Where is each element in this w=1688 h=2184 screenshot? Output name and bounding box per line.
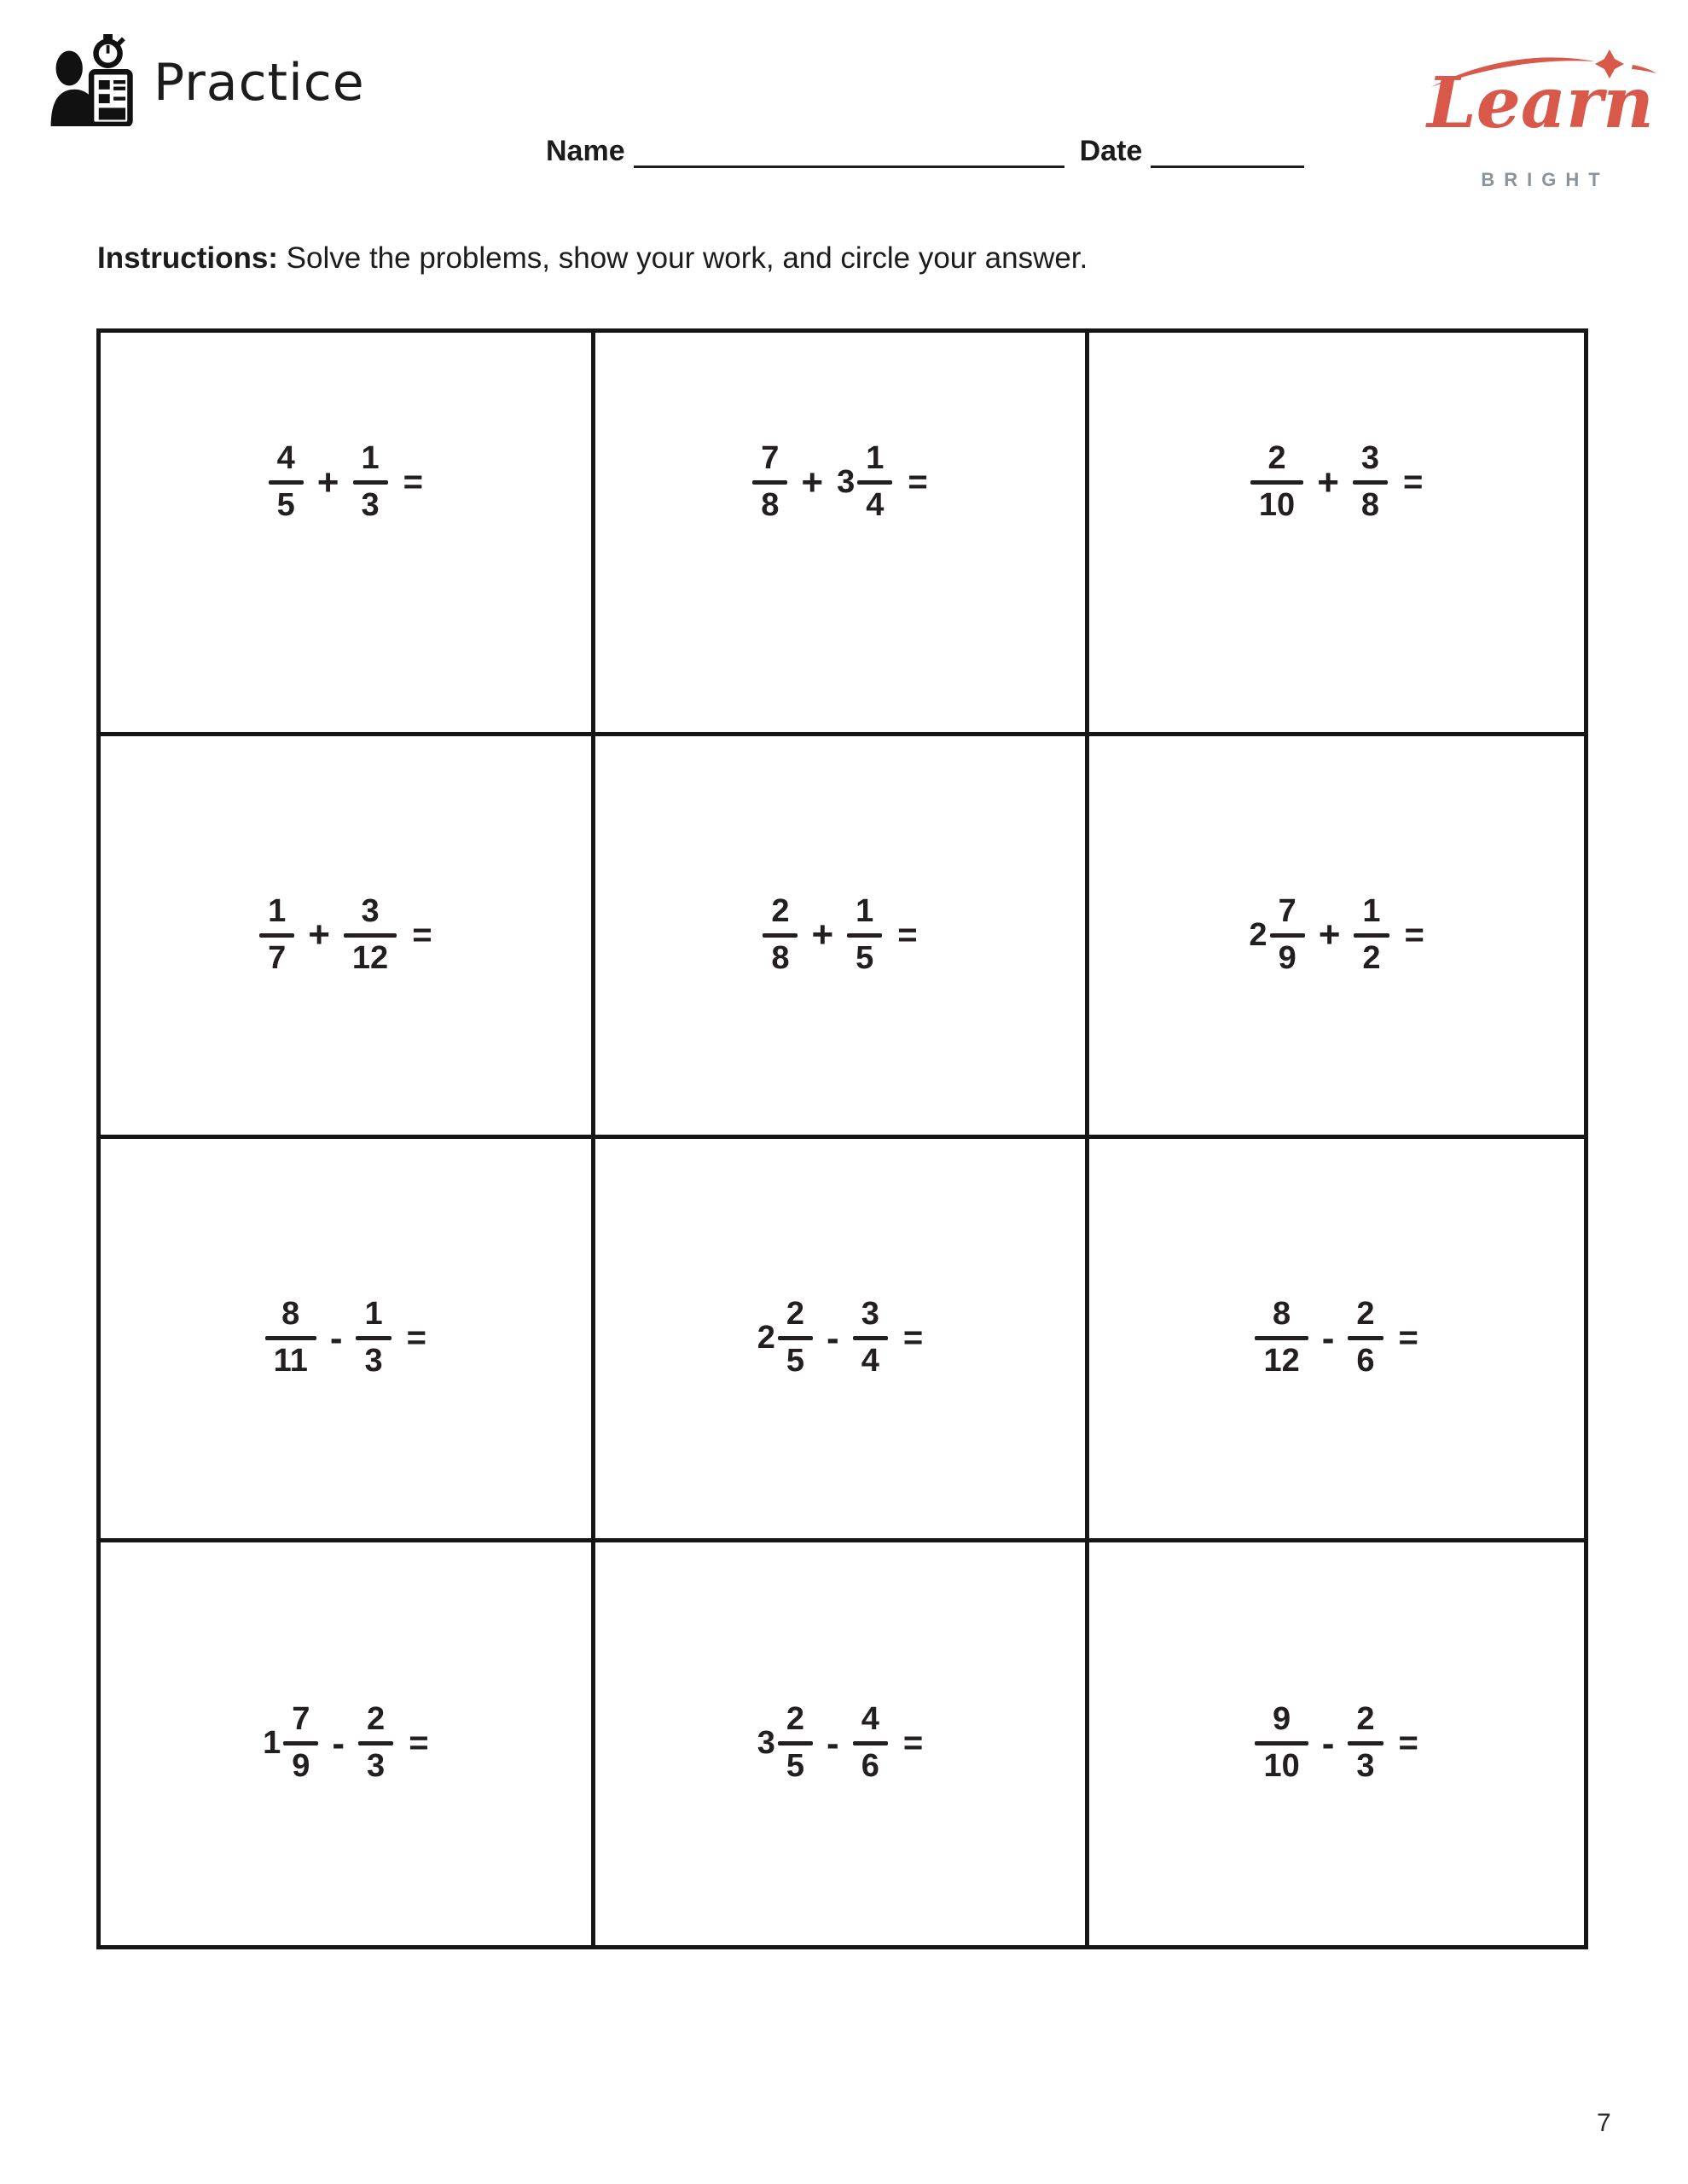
logo-learn-text: Learn: [1427, 62, 1654, 144]
operator-sign: -: [332, 1722, 345, 1764]
fraction: [1270, 892, 1305, 976]
denominator: 4: [861, 1343, 879, 1380]
equals-sign: =: [1404, 915, 1424, 954]
operator-sign: +: [1318, 914, 1341, 956]
denominator: 3: [361, 487, 380, 524]
fraction-problem: [263, 1703, 428, 1784]
fraction: [358, 1703, 393, 1784]
numerator: 2: [786, 1701, 805, 1738]
fraction: [778, 1298, 813, 1379]
logo-bright-text: BRIGHT: [1481, 169, 1610, 190]
numerator: 8: [281, 1296, 300, 1333]
whole-number: 2: [757, 1320, 775, 1356]
numerator: 7: [1278, 892, 1296, 929]
denominator: 4: [866, 487, 885, 524]
numerator: 2: [1356, 1701, 1375, 1738]
equals-sign: =: [1398, 1319, 1418, 1357]
fraction: [265, 1298, 316, 1379]
fraction: [1348, 1703, 1383, 1784]
denominator: 9: [292, 1748, 310, 1785]
numerator: 2: [786, 1296, 805, 1333]
numerator: 1: [866, 440, 885, 477]
fraction-problem: [269, 442, 423, 523]
numerator: 1: [1362, 892, 1381, 929]
fraction-problem: [757, 1703, 923, 1784]
problem-cell: [1089, 1542, 1584, 1946]
problem-cell: [1089, 333, 1584, 736]
denominator: 8: [771, 939, 790, 976]
equals-sign: =: [897, 915, 918, 954]
denominator: 9: [1278, 939, 1296, 976]
name-blank-line: [634, 135, 1064, 168]
page-title: Practice: [154, 53, 365, 113]
denominator: 5: [786, 1748, 805, 1785]
operator-sign: +: [316, 461, 339, 503]
problem-cell: [595, 333, 1090, 736]
fraction-problem: [259, 892, 432, 976]
fraction-problem: [763, 892, 918, 976]
problem-cell: [595, 736, 1090, 1140]
fraction: [857, 442, 892, 523]
name-label: Name: [546, 135, 625, 167]
operator-sign: +: [308, 914, 330, 956]
numerator: 8: [1273, 1296, 1291, 1333]
fraction: [853, 1703, 888, 1784]
denominator: 6: [861, 1748, 879, 1785]
denominator: 12: [1263, 1343, 1300, 1380]
whole-number: 3: [757, 1725, 775, 1762]
denominator: 3: [1356, 1748, 1375, 1785]
problem-cell: [101, 736, 595, 1140]
page-number: 7: [1597, 2109, 1611, 2137]
date-blank-line: [1151, 135, 1304, 168]
equals-sign: =: [902, 1319, 924, 1357]
operator-sign: -: [827, 1316, 839, 1359]
denominator: 8: [761, 487, 780, 524]
numerator: 7: [761, 440, 780, 477]
practice-person-clipboard-icon: [49, 34, 154, 126]
problem-cell: [595, 1139, 1090, 1542]
numerator: 3: [361, 892, 380, 929]
fraction: [1353, 442, 1388, 523]
numerator: 1: [364, 1296, 383, 1333]
equals-sign: =: [403, 463, 423, 502]
fraction-problem: [1255, 1703, 1418, 1784]
fraction-problem: [1249, 892, 1424, 976]
instructions: [97, 241, 1088, 276]
fraction-problem: [752, 442, 927, 523]
problem-cell: [101, 1542, 595, 1946]
learn-bright-logo: [1397, 34, 1684, 205]
numerator: 3: [861, 1296, 879, 1333]
fraction: [1348, 1298, 1383, 1379]
equals-sign: =: [902, 1724, 924, 1763]
fraction-problem: [265, 1298, 426, 1379]
fraction-problem: [757, 1298, 923, 1379]
problems-grid: [96, 328, 1588, 1949]
denominator: 11: [273, 1343, 308, 1380]
denominator: 6: [1356, 1343, 1375, 1380]
operator-sign: -: [1321, 1722, 1335, 1764]
fraction: [853, 1298, 888, 1379]
instructions-label: Instructions:: [97, 241, 278, 275]
denominator: 3: [364, 1343, 383, 1380]
numerator: 7: [292, 1701, 310, 1738]
numerator: 1: [268, 892, 287, 929]
whole-number: 1: [263, 1725, 281, 1762]
equals-sign: =: [1403, 463, 1424, 502]
operator-sign: -: [827, 1722, 839, 1764]
denominator: 3: [367, 1748, 386, 1785]
numerator: 4: [861, 1701, 879, 1738]
numerator: 4: [276, 440, 295, 477]
fraction: [344, 892, 397, 976]
fraction-problem: [1250, 442, 1423, 523]
fraction: [752, 442, 787, 523]
operator-sign: -: [329, 1316, 343, 1359]
problem-cell: [101, 333, 595, 736]
fraction: [283, 1703, 318, 1784]
fraction: [269, 442, 304, 523]
fraction: [259, 892, 294, 976]
fraction: [1250, 442, 1303, 523]
problem-cell: [1089, 1139, 1584, 1542]
fraction: [847, 892, 882, 976]
fraction: [778, 1703, 813, 1784]
whole-number: 2: [1249, 916, 1267, 953]
equals-sign: =: [412, 915, 432, 954]
problem-cell: [1089, 736, 1584, 1140]
fraction: [356, 1298, 391, 1379]
fraction: [353, 442, 388, 523]
numerator: 2: [771, 892, 790, 929]
equals-sign: =: [908, 463, 928, 502]
denominator: 12: [351, 939, 389, 976]
problem-cell: [101, 1139, 595, 1542]
fraction: [1354, 892, 1389, 976]
equals-sign: =: [1398, 1724, 1418, 1763]
operator-sign: +: [1317, 461, 1339, 503]
whole-number: 3: [837, 464, 856, 501]
numerator: 1: [856, 892, 874, 929]
fraction: [763, 892, 798, 976]
numerator: 2: [367, 1701, 386, 1738]
denominator: 7: [268, 939, 287, 976]
denominator: 10: [1263, 1748, 1300, 1785]
denominator: 5: [276, 487, 295, 524]
denominator: 10: [1258, 487, 1296, 524]
equals-sign: =: [406, 1319, 426, 1357]
date-label: Date: [1079, 135, 1143, 167]
operator-sign: -: [1321, 1316, 1335, 1359]
operator-sign: +: [801, 461, 824, 503]
numerator: 1: [361, 440, 380, 477]
numerator: 2: [1356, 1296, 1375, 1333]
fraction: [1255, 1703, 1308, 1784]
fraction: [1255, 1298, 1308, 1379]
fraction-problem: [1255, 1298, 1418, 1379]
equals-sign: =: [409, 1724, 429, 1763]
denominator: 2: [1362, 939, 1381, 976]
denominator: 5: [856, 939, 874, 976]
name-date-fields: [546, 135, 1304, 168]
problem-cell: [595, 1542, 1090, 1946]
numerator: 2: [1267, 440, 1286, 477]
denominator: 5: [786, 1343, 805, 1380]
numerator: 9: [1273, 1701, 1291, 1738]
instructions-text: Solve the problems, show your work, and circle your answer.: [277, 241, 1088, 275]
denominator: 8: [1360, 487, 1380, 524]
numerator: 3: [1360, 440, 1380, 477]
operator-sign: +: [811, 914, 834, 956]
